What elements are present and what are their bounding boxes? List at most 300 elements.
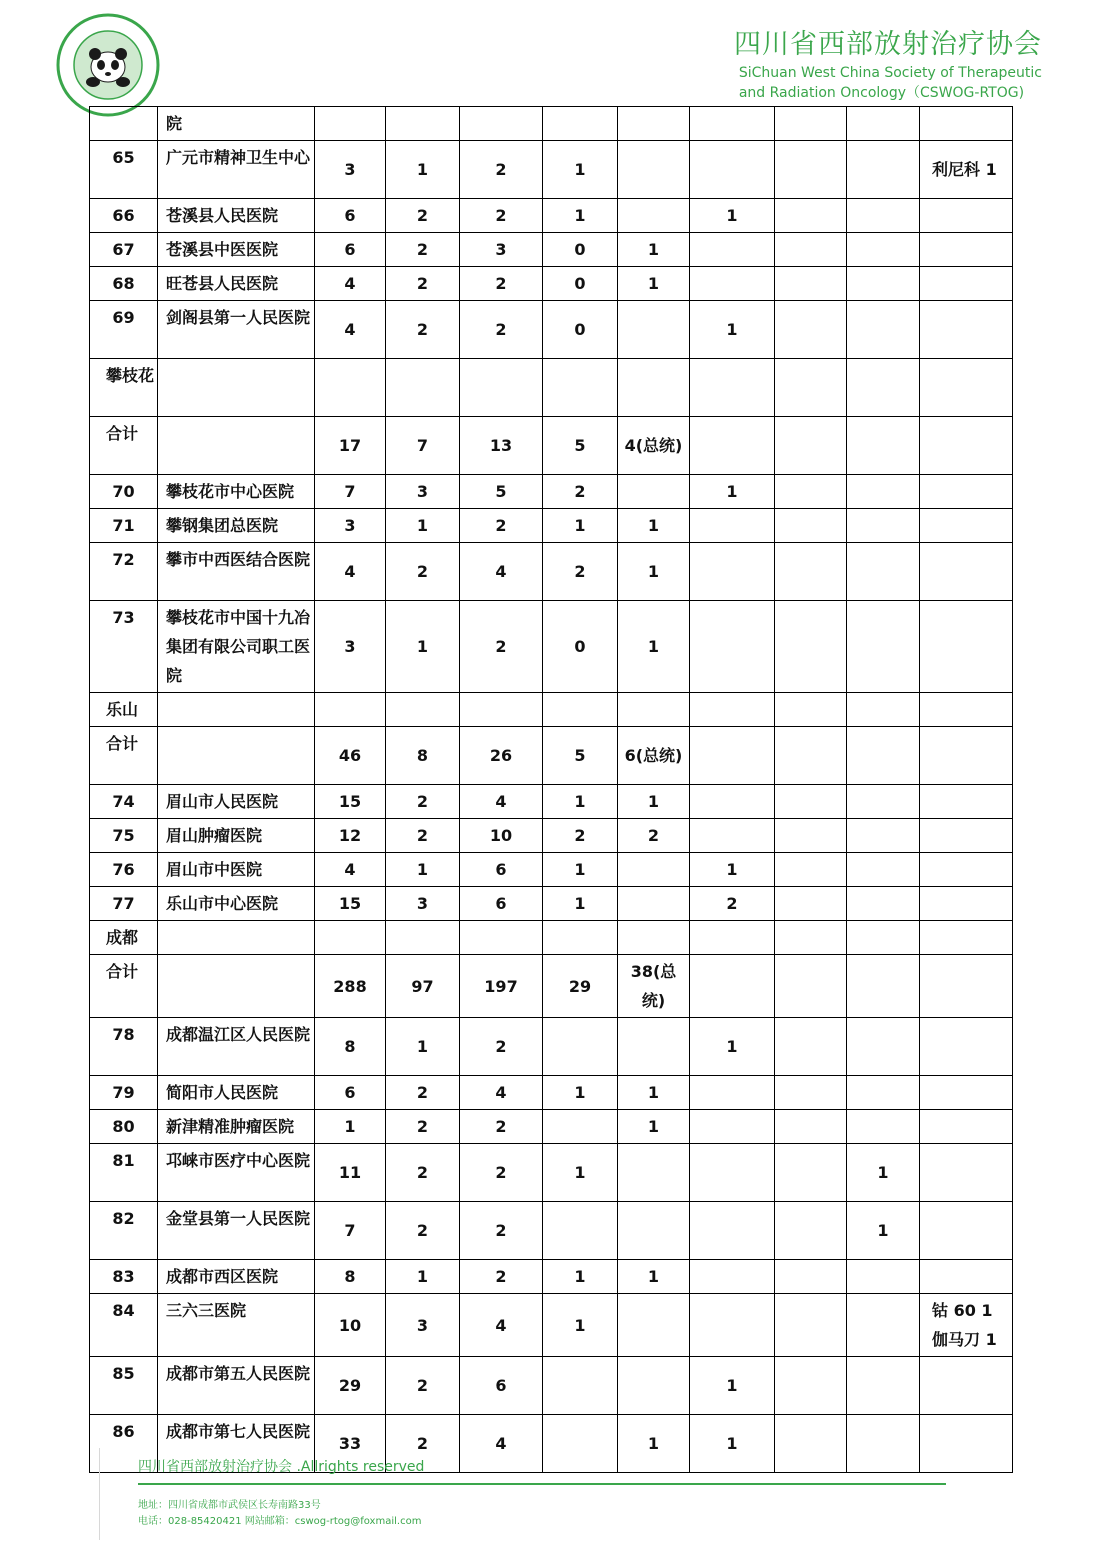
table-row bbox=[90, 1144, 1013, 1202]
table-cell bbox=[690, 141, 775, 199]
table-cell: 2 bbox=[386, 267, 460, 301]
org-english-line-2: and Radiation Oncology（CSWOG-RTOG) bbox=[738, 85, 1025, 101]
table-cell: 0 bbox=[543, 601, 618, 693]
table-cell: 5 bbox=[543, 727, 618, 785]
table-row bbox=[90, 475, 1013, 509]
table-cell: 6 bbox=[460, 887, 543, 921]
table-cell bbox=[690, 693, 775, 727]
note-cell bbox=[920, 693, 1013, 727]
table-cell: 2 bbox=[386, 1144, 460, 1202]
table-cell bbox=[690, 509, 775, 543]
table-row bbox=[90, 921, 1013, 955]
note-cell: 钴 60 1 伽马刀 1 bbox=[920, 1294, 1013, 1357]
table-cell: 46 bbox=[315, 727, 386, 785]
table-cell bbox=[775, 887, 847, 921]
table-cell bbox=[618, 475, 690, 509]
table-cell: 4 bbox=[315, 853, 386, 887]
row-number: 82 bbox=[90, 1202, 158, 1260]
table-cell: 197 bbox=[460, 955, 543, 1018]
table-cell bbox=[543, 1415, 618, 1473]
note-cell bbox=[920, 475, 1013, 509]
table-cell bbox=[775, 1018, 847, 1076]
table-cell: 1 bbox=[618, 785, 690, 819]
table-cell bbox=[847, 727, 920, 785]
table-cell bbox=[618, 141, 690, 199]
hospital-name bbox=[158, 727, 315, 785]
table-cell bbox=[847, 1357, 920, 1415]
table-cell: 1 bbox=[847, 1144, 920, 1202]
table-cell bbox=[847, 233, 920, 267]
table-cell: 2 bbox=[460, 301, 543, 359]
table-cell: 29 bbox=[315, 1357, 386, 1415]
table-cell bbox=[775, 1260, 847, 1294]
hospital-name: 攀枝花市中心医院 bbox=[158, 475, 315, 509]
table-cell: 3 bbox=[315, 601, 386, 693]
table-cell bbox=[543, 921, 618, 955]
table-cell bbox=[847, 301, 920, 359]
table-cell bbox=[543, 359, 618, 417]
hospital-name: 眉山市中医院 bbox=[158, 853, 315, 887]
hospital-name: 金堂县第一人民医院 bbox=[158, 1202, 315, 1260]
table-cell bbox=[775, 417, 847, 475]
table-cell bbox=[543, 1018, 618, 1076]
table-cell bbox=[775, 1076, 847, 1110]
table-cell bbox=[775, 1357, 847, 1415]
note-cell bbox=[920, 417, 1013, 475]
table-row bbox=[90, 693, 1013, 727]
note-cell bbox=[920, 301, 1013, 359]
table-cell bbox=[775, 359, 847, 417]
table-cell: 8 bbox=[315, 1018, 386, 1076]
row-number: 86 bbox=[90, 1415, 158, 1473]
table-cell: 4 bbox=[460, 785, 543, 819]
table-cell: 4(总统) bbox=[618, 417, 690, 475]
note-cell bbox=[920, 1357, 1013, 1415]
table-cell: 1 bbox=[386, 601, 460, 693]
table-cell: 3 bbox=[386, 887, 460, 921]
org-english-line-1: SiChuan West China Society of Therapeutic bbox=[738, 65, 1042, 81]
note-cell bbox=[920, 727, 1013, 785]
note-cell bbox=[920, 601, 1013, 693]
table-cell: 1 bbox=[690, 1415, 775, 1473]
table-cell: 1 bbox=[386, 509, 460, 543]
table-cell bbox=[847, 1018, 920, 1076]
table-row bbox=[90, 199, 1013, 233]
table-cell: 1 bbox=[386, 1018, 460, 1076]
table-cell bbox=[618, 1202, 690, 1260]
table-cell: 10 bbox=[460, 819, 543, 853]
table-cell: 1 bbox=[618, 543, 690, 601]
table-cell: 1 bbox=[690, 475, 775, 509]
table-cell bbox=[690, 233, 775, 267]
table-cell: 1 bbox=[690, 199, 775, 233]
table-cell: 7 bbox=[315, 475, 386, 509]
row-number: 79 bbox=[90, 1076, 158, 1110]
org-title: 四川省西部放射治疗协会 bbox=[734, 29, 1042, 60]
table-cell bbox=[690, 785, 775, 819]
table-cell bbox=[618, 921, 690, 955]
table-cell: 2 bbox=[386, 1110, 460, 1144]
footer-title: 四川省西部放射治疗协会 .Allrights reserved bbox=[138, 1459, 425, 1475]
table-cell bbox=[386, 107, 460, 141]
table-cell: 6 bbox=[460, 1357, 543, 1415]
table-cell: 2 bbox=[690, 887, 775, 921]
table-cell bbox=[690, 601, 775, 693]
hospital-name: 简阳市人民医院 bbox=[158, 1076, 315, 1110]
table-cell: 8 bbox=[315, 1260, 386, 1294]
table-cell: 2 bbox=[386, 233, 460, 267]
table-row bbox=[90, 785, 1013, 819]
table-cell bbox=[775, 233, 847, 267]
table-cell: 2 bbox=[460, 1018, 543, 1076]
table-row bbox=[90, 853, 1013, 887]
note-cell bbox=[920, 233, 1013, 267]
table-cell bbox=[315, 921, 386, 955]
table-cell: 2 bbox=[386, 301, 460, 359]
hospital-name: 成都温江区人民医院 bbox=[158, 1018, 315, 1076]
table-cell: 2 bbox=[386, 1357, 460, 1415]
table-cell bbox=[847, 601, 920, 693]
table-cell bbox=[618, 199, 690, 233]
table-cell bbox=[775, 301, 847, 359]
region-label: 成都 bbox=[90, 921, 158, 955]
note-cell bbox=[920, 543, 1013, 601]
table-cell: 3 bbox=[315, 141, 386, 199]
row-number: 77 bbox=[90, 887, 158, 921]
table-cell: 2 bbox=[460, 199, 543, 233]
table-cell: 4 bbox=[460, 543, 543, 601]
table-cell: 1 bbox=[690, 1018, 775, 1076]
table-cell bbox=[775, 819, 847, 853]
table-row bbox=[90, 887, 1013, 921]
table-cell: 2 bbox=[543, 475, 618, 509]
table-cell bbox=[690, 727, 775, 785]
table-cell: 2 bbox=[460, 1202, 543, 1260]
table-cell bbox=[847, 853, 920, 887]
hospital-name: 新津精准肿瘤医院 bbox=[158, 1110, 315, 1144]
table-cell: 12 bbox=[315, 819, 386, 853]
table-cell: 2 bbox=[386, 1076, 460, 1110]
table-cell: 1 bbox=[690, 301, 775, 359]
table-cell bbox=[775, 853, 847, 887]
table-cell bbox=[386, 359, 460, 417]
row-number: 75 bbox=[90, 819, 158, 853]
note-cell: 利尼科 1 bbox=[920, 141, 1013, 199]
table-cell: 4 bbox=[315, 301, 386, 359]
row-number: 84 bbox=[90, 1294, 158, 1357]
table-cell: 2 bbox=[386, 543, 460, 601]
table-cell: 1 bbox=[847, 1202, 920, 1260]
table-cell: 5 bbox=[543, 417, 618, 475]
table-cell: 4 bbox=[315, 543, 386, 601]
footer-divider bbox=[138, 1483, 946, 1485]
table-row bbox=[90, 1018, 1013, 1076]
region-label: 乐山 bbox=[90, 693, 158, 727]
region-label: 攀枝花 bbox=[90, 359, 158, 417]
table-cell bbox=[775, 727, 847, 785]
table-cell: 7 bbox=[315, 1202, 386, 1260]
table-cell bbox=[690, 921, 775, 955]
subtotal-label: 合计 bbox=[90, 955, 158, 1018]
footer-contact: 电话：028-85420421 网站邮箱：cswog-rtog@foxmail.com bbox=[138, 1516, 422, 1527]
table-cell: 2 bbox=[386, 819, 460, 853]
table-cell bbox=[460, 359, 543, 417]
table-cell bbox=[775, 1144, 847, 1202]
table-cell: 1 bbox=[543, 199, 618, 233]
table-cell bbox=[775, 1294, 847, 1357]
table-cell bbox=[775, 1415, 847, 1473]
table-cell bbox=[690, 1260, 775, 1294]
table-cell bbox=[543, 1202, 618, 1260]
hospital-statistics-table bbox=[89, 106, 1013, 1473]
note-cell bbox=[920, 1260, 1013, 1294]
hospital-name bbox=[158, 359, 315, 417]
table-cell: 1 bbox=[543, 1260, 618, 1294]
hospital-name: 苍溪县中医医院 bbox=[158, 233, 315, 267]
table-row bbox=[90, 233, 1013, 267]
table-row bbox=[90, 1202, 1013, 1260]
hospital-name: 三六三医院 bbox=[158, 1294, 315, 1357]
table-row bbox=[90, 267, 1013, 301]
org-english-name bbox=[739, 63, 1042, 103]
table-cell bbox=[315, 359, 386, 417]
row-number: 71 bbox=[90, 509, 158, 543]
row-number: 74 bbox=[90, 785, 158, 819]
table-cell: 11 bbox=[315, 1144, 386, 1202]
note-cell bbox=[920, 1202, 1013, 1260]
table-cell: 1 bbox=[386, 1260, 460, 1294]
hospital-name: 乐山市中心医院 bbox=[158, 887, 315, 921]
table-cell: 3 bbox=[460, 233, 543, 267]
table-cell bbox=[690, 955, 775, 1018]
table-cell: 2 bbox=[386, 1415, 460, 1473]
row-number: 69 bbox=[90, 301, 158, 359]
row-number: 83 bbox=[90, 1260, 158, 1294]
table-row bbox=[90, 509, 1013, 543]
table-cell bbox=[775, 1202, 847, 1260]
table-cell: 1 bbox=[315, 1110, 386, 1144]
table-cell bbox=[847, 1260, 920, 1294]
footer-address: 地址：四川省成都市武侯区长寿南路33号 bbox=[138, 1500, 321, 1511]
table-cell bbox=[618, 887, 690, 921]
table-cell: 97 bbox=[386, 955, 460, 1018]
table-cell bbox=[543, 693, 618, 727]
row-number: 81 bbox=[90, 1144, 158, 1202]
table-cell: 29 bbox=[543, 955, 618, 1018]
table-cell bbox=[847, 1294, 920, 1357]
table-cell bbox=[618, 1144, 690, 1202]
hospital-name: 攀市中西医结合医院 bbox=[158, 543, 315, 601]
table-cell: 1 bbox=[543, 509, 618, 543]
table-cell bbox=[775, 543, 847, 601]
table-cell bbox=[775, 141, 847, 199]
note-cell bbox=[920, 1415, 1013, 1473]
table-cell: 6(总统) bbox=[618, 727, 690, 785]
table-row bbox=[90, 1357, 1013, 1415]
hospital-name: 广元市精神卫生中心 bbox=[158, 141, 315, 199]
table-cell: 2 bbox=[386, 785, 460, 819]
table-cell bbox=[690, 359, 775, 417]
table-cell: 17 bbox=[315, 417, 386, 475]
table-cell: 1 bbox=[543, 785, 618, 819]
table-cell: 1 bbox=[618, 1110, 690, 1144]
hospital-name: 苍溪县人民医院 bbox=[158, 199, 315, 233]
note-cell bbox=[920, 1110, 1013, 1144]
table-cell: 6 bbox=[460, 853, 543, 887]
table-cell bbox=[847, 921, 920, 955]
table-cell bbox=[847, 1415, 920, 1473]
table-cell: 1 bbox=[618, 509, 690, 543]
table-cell: 1 bbox=[618, 1260, 690, 1294]
table-cell: 15 bbox=[315, 887, 386, 921]
hospital-name: 攀枝花市中国十九冶集团有限公司职工医院 bbox=[158, 601, 315, 693]
table-cell bbox=[847, 199, 920, 233]
row-number: 85 bbox=[90, 1357, 158, 1415]
note-cell bbox=[920, 1144, 1013, 1202]
table-cell: 1 bbox=[543, 1076, 618, 1110]
table-cell: 1 bbox=[618, 1415, 690, 1473]
table-cell bbox=[460, 921, 543, 955]
table-cell: 6 bbox=[315, 233, 386, 267]
table-cell bbox=[847, 267, 920, 301]
table-cell: 2 bbox=[460, 1260, 543, 1294]
row-number: 65 bbox=[90, 141, 158, 199]
row-number: 73 bbox=[90, 601, 158, 693]
table-cell bbox=[543, 1110, 618, 1144]
table-cell bbox=[386, 921, 460, 955]
table-cell: 33 bbox=[315, 1415, 386, 1473]
table-cell: 1 bbox=[386, 141, 460, 199]
hospital-name bbox=[158, 921, 315, 955]
table-cell bbox=[543, 1357, 618, 1415]
row-number: 72 bbox=[90, 543, 158, 601]
hospital-name: 成都市第七人民医院 bbox=[158, 1415, 315, 1473]
note-cell bbox=[920, 1076, 1013, 1110]
table-cell bbox=[775, 509, 847, 543]
table-cell bbox=[775, 199, 847, 233]
table-cell: 1 bbox=[618, 233, 690, 267]
table-cell: 1 bbox=[690, 853, 775, 887]
table-row bbox=[90, 727, 1013, 785]
table-cell: 288 bbox=[315, 955, 386, 1018]
table-cell bbox=[618, 693, 690, 727]
table-cell: 13 bbox=[460, 417, 543, 475]
table-cell bbox=[775, 955, 847, 1018]
table-cell bbox=[690, 1076, 775, 1110]
note-cell bbox=[920, 955, 1013, 1018]
association-logo bbox=[55, 12, 161, 118]
hospital-name bbox=[158, 693, 315, 727]
table-cell: 0 bbox=[543, 233, 618, 267]
table-cell bbox=[618, 107, 690, 141]
note-cell bbox=[920, 509, 1013, 543]
table-cell bbox=[315, 107, 386, 141]
table-cell: 1 bbox=[543, 887, 618, 921]
note-cell bbox=[920, 107, 1013, 141]
table-cell bbox=[775, 1110, 847, 1144]
row-number: 67 bbox=[90, 233, 158, 267]
note-cell bbox=[920, 267, 1013, 301]
table-cell bbox=[775, 785, 847, 819]
note-cell bbox=[920, 1018, 1013, 1076]
table-cell: 26 bbox=[460, 727, 543, 785]
table-cell: 2 bbox=[543, 543, 618, 601]
table-cell: 4 bbox=[315, 267, 386, 301]
hospital-name: 旺苍县人民医院 bbox=[158, 267, 315, 301]
table-cell: 2 bbox=[460, 141, 543, 199]
table-cell bbox=[775, 107, 847, 141]
table-cell bbox=[618, 853, 690, 887]
table-row bbox=[90, 1260, 1013, 1294]
table-cell: 1 bbox=[618, 1076, 690, 1110]
table-cell bbox=[690, 1294, 775, 1357]
table-cell bbox=[847, 1110, 920, 1144]
table-cell: 4 bbox=[460, 1076, 543, 1110]
hospital-name bbox=[158, 955, 315, 1018]
hospital-name bbox=[158, 417, 315, 475]
table-cell bbox=[690, 819, 775, 853]
table-cell bbox=[618, 1018, 690, 1076]
table-cell bbox=[690, 543, 775, 601]
table-cell bbox=[847, 509, 920, 543]
table-cell bbox=[775, 921, 847, 955]
table-cell bbox=[847, 475, 920, 509]
row-number bbox=[90, 107, 158, 141]
hospital-name: 攀钢集团总医院 bbox=[158, 509, 315, 543]
table-cell: 1 bbox=[690, 1357, 775, 1415]
table-cell bbox=[386, 693, 460, 727]
table-cell bbox=[690, 417, 775, 475]
table-row bbox=[90, 107, 1013, 141]
table-cell bbox=[618, 359, 690, 417]
hospital-name: 邛崃市医疗中心医院 bbox=[158, 1144, 315, 1202]
footer-vertical-line bbox=[99, 1448, 100, 1540]
table-cell: 4 bbox=[460, 1294, 543, 1357]
table-row bbox=[90, 1294, 1013, 1357]
table-cell bbox=[690, 107, 775, 141]
row-number: 68 bbox=[90, 267, 158, 301]
table-row bbox=[90, 819, 1013, 853]
table-cell: 3 bbox=[315, 509, 386, 543]
table-cell bbox=[847, 1076, 920, 1110]
table-cell bbox=[690, 1202, 775, 1260]
table-cell: 3 bbox=[386, 1294, 460, 1357]
table-row bbox=[90, 141, 1013, 199]
table-cell bbox=[847, 955, 920, 1018]
table-cell bbox=[618, 301, 690, 359]
table-row bbox=[90, 301, 1013, 359]
table-cell: 1 bbox=[386, 853, 460, 887]
table-row bbox=[90, 1110, 1013, 1144]
table-cell: 7 bbox=[386, 417, 460, 475]
table-cell: 6 bbox=[315, 199, 386, 233]
table-cell bbox=[315, 693, 386, 727]
table-cell: 2 bbox=[543, 819, 618, 853]
table-cell: 6 bbox=[315, 1076, 386, 1110]
table-cell: 2 bbox=[386, 199, 460, 233]
table-cell bbox=[775, 475, 847, 509]
row-number: 66 bbox=[90, 199, 158, 233]
table-cell: 38(总统) bbox=[618, 955, 690, 1018]
hospital-name: 剑阁县第一人民医院 bbox=[158, 301, 315, 359]
table-cell bbox=[618, 1294, 690, 1357]
table-cell bbox=[847, 543, 920, 601]
table-cell: 1 bbox=[618, 267, 690, 301]
table-cell: 4 bbox=[460, 1415, 543, 1473]
table-row bbox=[90, 1076, 1013, 1110]
table-cell: 15 bbox=[315, 785, 386, 819]
subtotal-label: 合计 bbox=[90, 417, 158, 475]
